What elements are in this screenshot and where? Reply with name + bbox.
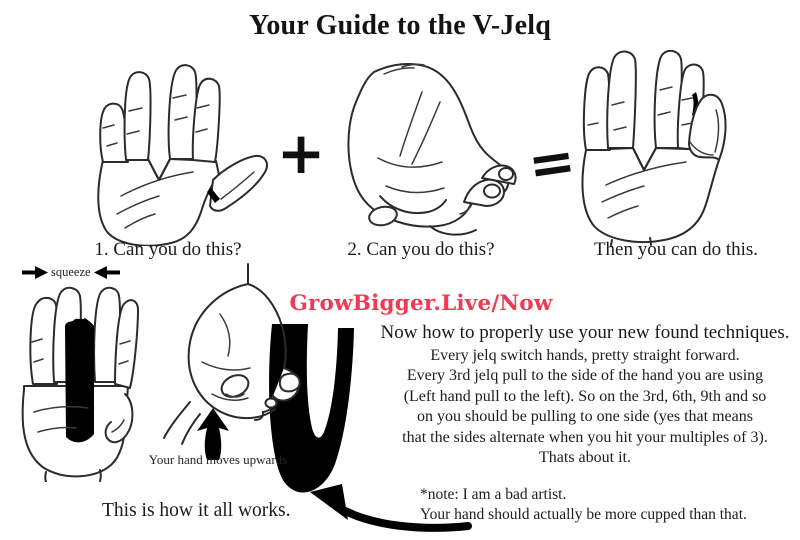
jelq-demo-illustration xyxy=(138,262,388,505)
instructions-block xyxy=(372,322,798,468)
fingernail xyxy=(266,399,277,408)
watermark-text: GrowBigger.Live/Now xyxy=(289,291,553,316)
plus-sign: + xyxy=(276,119,326,187)
fingernail xyxy=(280,374,300,392)
v-grip-hand-illustration xyxy=(578,50,753,247)
instructions-line: on you should be pulling to one side (yes that means xyxy=(417,408,753,426)
squeeze-demo-illustration xyxy=(8,282,143,482)
squeeze-arrow-left-icon xyxy=(94,266,120,279)
instructions-line: Every 3rd jelq pull to the side of the hand you are using xyxy=(406,367,764,385)
ring-finger xyxy=(607,52,636,148)
instructions-line: that the sides alternate when you hit your multiples of 3). xyxy=(402,428,768,446)
caption-result: Then you can do this. xyxy=(593,239,759,260)
palm xyxy=(582,148,719,242)
caption-step1: 1. Can you do this? xyxy=(94,239,242,260)
fingernail xyxy=(484,185,500,198)
instructions-heading: Now how to properly use your new found techniques. xyxy=(380,322,790,343)
instructions-line: Thats about it. xyxy=(539,449,631,467)
cupped-hand-illustration xyxy=(322,58,527,242)
artist-note-line1: *note: I am a bad artist. xyxy=(420,486,567,503)
squeeze-label: squeeze xyxy=(51,265,91,279)
pinky-finger xyxy=(584,67,610,150)
equals-sign: = xyxy=(524,128,580,199)
artist-note-line2: Your hand should actually be more cupped than that. xyxy=(420,506,747,523)
instructions-line: (Left hand pull to the left). So on the 3rd, 6th, 9th and so xyxy=(403,387,767,405)
hand-moves-label: Your hand moves upwards xyxy=(148,452,288,467)
squeeze-label-group xyxy=(22,265,120,280)
palm xyxy=(98,159,219,246)
caption-step2: 2. Can you do this? xyxy=(347,239,495,260)
fingernail xyxy=(499,168,513,180)
how-it-works-label: This is how it all works. xyxy=(102,500,291,521)
squeeze-arrow-right-icon xyxy=(22,266,48,279)
black-shaft xyxy=(65,318,94,442)
thumb xyxy=(210,156,267,211)
vulcan-hand-illustration xyxy=(93,56,283,246)
instructions-line: Every jelq switch hands, pretty straight forward. xyxy=(430,347,740,364)
page-title: Your Guide to the V-Jelq xyxy=(249,10,551,41)
hand-back xyxy=(189,284,275,418)
ring-finger xyxy=(125,72,151,160)
